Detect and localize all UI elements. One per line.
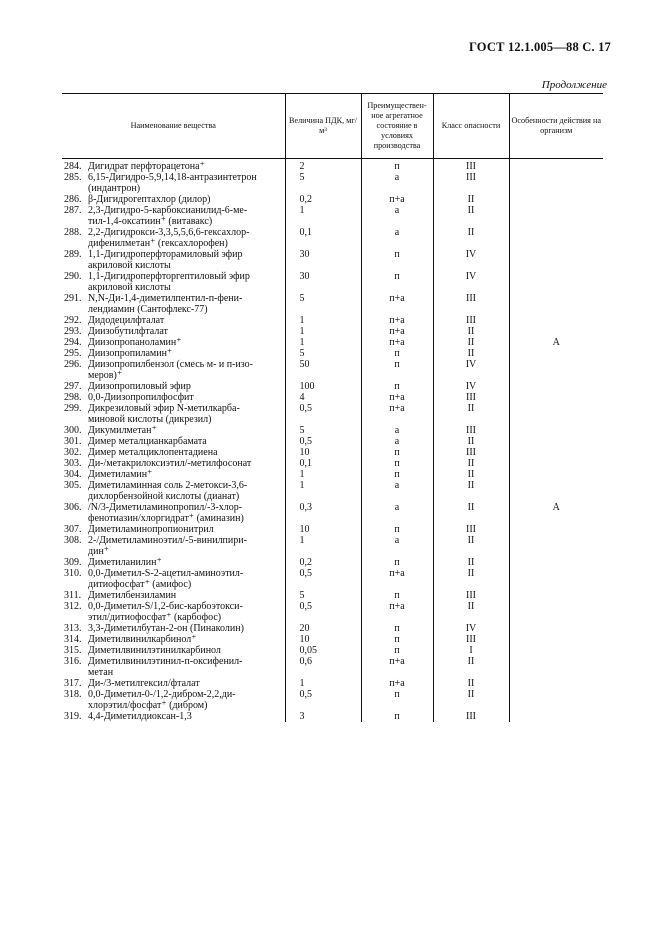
row-number: 303. [64, 458, 82, 469]
state-value: п [361, 557, 433, 568]
pdk-value: 20 [285, 623, 361, 634]
row-number: 297. [64, 381, 82, 392]
substance-cell [62, 711, 285, 722]
substance-cell [62, 425, 285, 436]
table-row [62, 326, 603, 337]
col-header-pdk: Величина ПДК, мг/м³ [285, 94, 361, 159]
substance-cell [62, 623, 285, 634]
table-row [62, 172, 603, 194]
table-row [62, 194, 603, 205]
substance-cell [62, 590, 285, 601]
table-row [62, 447, 603, 458]
state-value: п [361, 469, 433, 480]
hazard-class: II [433, 403, 509, 425]
row-number: 285. [64, 172, 82, 183]
hazard-class: III [433, 172, 509, 194]
hazard-class: III [433, 159, 509, 173]
substance-cell [62, 458, 285, 469]
substance-name: 4,4-Диметилдиоксан-1,3 [88, 711, 192, 722]
row-number: 295. [64, 348, 82, 359]
substance-name: Диизопропаноламин⁺ [88, 337, 182, 348]
substance-name: β-Дигидрогептахлор (дилор) [88, 194, 211, 205]
hazard-class: II [433, 656, 509, 678]
action-note [509, 590, 603, 601]
action-note [509, 568, 603, 590]
table-row [62, 601, 603, 623]
action-note [509, 425, 603, 436]
substance-cell [62, 436, 285, 447]
pdk-value: 0,2 [285, 557, 361, 568]
pdk-value: 1 [285, 535, 361, 557]
table-row [62, 458, 603, 469]
substance-cell [62, 403, 285, 425]
row-number: 291. [64, 293, 82, 304]
page-header: ГОСТ 12.1.005—88 С. 17 [468, 40, 611, 54]
table-row [62, 205, 603, 227]
table-row [62, 403, 603, 425]
row-number: 317. [64, 678, 82, 689]
action-note [509, 392, 603, 403]
action-note [509, 711, 603, 722]
row-number: 315. [64, 645, 82, 656]
state-value: п+а [361, 601, 433, 623]
state-value: п [361, 623, 433, 634]
substance-cell [62, 634, 285, 645]
table-row [62, 227, 603, 249]
substance-cell [62, 293, 285, 315]
pdk-value: 1 [285, 480, 361, 502]
hazard-class: I [433, 645, 509, 656]
hazard-class: III [433, 634, 509, 645]
table-row [62, 359, 603, 381]
state-value: п [361, 249, 433, 271]
pdk-value: 1 [285, 469, 361, 480]
hazard-class: II [433, 601, 509, 623]
pdk-value: 0,5 [285, 689, 361, 711]
substance-name: 2,2-Дигидрокси-3,3,5,5,6,6-гексахлор- дифенилметан⁺ (гексахлорофен) [88, 227, 250, 249]
state-value: п [361, 634, 433, 645]
substance-cell [62, 469, 285, 480]
substance-cell [62, 535, 285, 557]
substance-name: 0,0-Диизопропилфосфит [88, 392, 194, 403]
row-number: 314. [64, 634, 82, 645]
table-header-row [62, 94, 603, 159]
hazard-class: III [433, 524, 509, 535]
action-note [509, 436, 603, 447]
row-number: 289. [64, 249, 82, 260]
row-number: 307. [64, 524, 82, 535]
pdk-value: 0,5 [285, 436, 361, 447]
substance-cell [62, 656, 285, 678]
pdk-value: 10 [285, 634, 361, 645]
hazard-class: II [433, 678, 509, 689]
hazard-class: II [433, 348, 509, 359]
state-value: п [361, 348, 433, 359]
pdk-value: 10 [285, 447, 361, 458]
substance-name: Диметиламинопропионитрил [88, 524, 214, 535]
state-value: п+а [361, 337, 433, 348]
substance-cell [62, 337, 285, 348]
state-value: а [361, 480, 433, 502]
action-note: А [509, 337, 603, 348]
state-value: п+а [361, 403, 433, 425]
state-value: п [361, 458, 433, 469]
state-value: п [361, 711, 433, 722]
row-number: 312. [64, 601, 82, 612]
row-number: 319. [64, 711, 82, 722]
substance-name: 1,1-Дигидроперфторамиловый эфир акриловой кислоты [88, 249, 243, 271]
pdk-value: 0,6 [285, 656, 361, 678]
substance-cell [62, 480, 285, 502]
substance-cell [62, 678, 285, 689]
row-number: 301. [64, 436, 82, 447]
table-row [62, 557, 603, 568]
action-note [509, 689, 603, 711]
substance-name: Дикумилметан⁺ [88, 425, 157, 436]
row-number: 284. [64, 161, 82, 172]
substance-name: Ди-/3-метилгексил/фталат [88, 678, 200, 689]
row-number: 286. [64, 194, 82, 205]
substance-name: N,N-Ди-1,4-диметилпентил-п-фени- лендиамин (Сантофлекс-77) [88, 293, 243, 315]
col-header-state: Преимуществен-ное агрегатное состояние в условиях производства [361, 94, 433, 159]
substance-cell [62, 159, 285, 173]
action-note [509, 645, 603, 656]
table-row [62, 480, 603, 502]
table-row [62, 568, 603, 590]
substance-name: Диизобутилфталат [88, 326, 168, 337]
table-row [62, 392, 603, 403]
row-number: 305. [64, 480, 82, 491]
hazard-class: II [433, 194, 509, 205]
hazard-class: III [433, 392, 509, 403]
row-number: 287. [64, 205, 82, 216]
table-body [62, 159, 603, 723]
substance-cell [62, 689, 285, 711]
pdk-value: 0,05 [285, 645, 361, 656]
action-note [509, 601, 603, 623]
substance-cell [62, 568, 285, 590]
table-row [62, 502, 603, 524]
pdk-value: 1 [285, 315, 361, 326]
substance-name: Ди-/метакрилоксиэтил/-метилфосонат [88, 458, 252, 469]
substance-cell [62, 315, 285, 326]
action-note [509, 480, 603, 502]
pdk-value: 0,1 [285, 458, 361, 469]
pdk-value: 30 [285, 271, 361, 293]
substances-table [62, 93, 603, 722]
hazard-class: IV [433, 271, 509, 293]
substance-name: Дикрезиловый эфир N-метилкарба- миновой кислоты (дикрезил) [88, 403, 240, 425]
pdk-value: 0,5 [285, 568, 361, 590]
table-row [62, 425, 603, 436]
row-number: 296. [64, 359, 82, 370]
substance-cell [62, 392, 285, 403]
substance-name: Диметилвинилкарбинол⁺ [88, 634, 197, 645]
row-number: 290. [64, 271, 82, 282]
hazard-class: II [433, 337, 509, 348]
state-value: а [361, 205, 433, 227]
action-note [509, 271, 603, 293]
table-row [62, 348, 603, 359]
hazard-class: II [433, 227, 509, 249]
substance-cell [62, 249, 285, 271]
substance-name: Диизопропиламин⁺ [88, 348, 173, 359]
table-row [62, 689, 603, 711]
state-value: п [361, 159, 433, 173]
substance-name: 0,0-Диметил-S/1,2-бис-карбоэтокси- этил/дитиофосфат⁺ (карбофос) [88, 601, 243, 623]
state-value: а [361, 227, 433, 249]
substance-cell [62, 172, 285, 194]
state-value: п+а [361, 293, 433, 315]
hazard-class: II [433, 436, 509, 447]
row-number: 308. [64, 535, 82, 546]
substance-name: Дидодецилфталат [88, 315, 165, 326]
pdk-value: 5 [285, 425, 361, 436]
hazard-class: II [433, 469, 509, 480]
state-value: а [361, 172, 433, 194]
action-note [509, 623, 603, 634]
col-header-hazard: Класс опасности [433, 94, 509, 159]
table-row [62, 634, 603, 645]
substance-name: 2,3-Дигидро-5-карбоксианилид-6-ме- тил-1,4-оксатиин⁺ (витавакс) [88, 205, 248, 227]
row-number: 310. [64, 568, 82, 579]
substance-cell [62, 194, 285, 205]
pdk-value: 2 [285, 159, 361, 173]
action-note [509, 634, 603, 645]
substance-name: Диметилвинилэтинил-п-оксифенил- метан [88, 656, 243, 678]
action-note [509, 458, 603, 469]
substance-name: 3,3-Диметилбутан-2-он (Пинаколин) [88, 623, 244, 634]
row-number: 288. [64, 227, 82, 238]
pdk-value: 1 [285, 326, 361, 337]
substance-cell [62, 601, 285, 623]
state-value: а [361, 535, 433, 557]
pdk-value: 5 [285, 172, 361, 194]
substance-name: Диизопропиловый эфир [88, 381, 191, 392]
hazard-class: II [433, 502, 509, 524]
state-value: п+а [361, 656, 433, 678]
substance-cell [62, 381, 285, 392]
table-row [62, 590, 603, 601]
substance-cell [62, 326, 285, 337]
substance-cell [62, 447, 285, 458]
substance-name: 0,0-Диметил-0-/1,2-дибром-2,2,ди- хлорэтил/фосфат⁺ (дибром) [88, 689, 236, 711]
substance-cell [62, 205, 285, 227]
substance-name: 1,1-Дигидроперфторгептиловый эфир акриловой кислоты [88, 271, 250, 293]
hazard-class: III [433, 711, 509, 722]
substance-name: Димер металциклопентадиена [88, 447, 218, 458]
state-value: п [361, 689, 433, 711]
substance-name: 0,0-Диметил-S-2-ацетил-аминоэтил- дитиофосфат⁺ (амифос) [88, 568, 244, 590]
action-note [509, 469, 603, 480]
pdk-value: 5 [285, 293, 361, 315]
pdk-value: 5 [285, 348, 361, 359]
pdk-value: 1 [285, 337, 361, 348]
pdk-value: 0,5 [285, 403, 361, 425]
hazard-class: II [433, 458, 509, 469]
col-header-name: Наименование вещества [62, 94, 285, 159]
hazard-class: II [433, 205, 509, 227]
row-number: 302. [64, 447, 82, 458]
hazard-class: III [433, 293, 509, 315]
state-value: п+а [361, 678, 433, 689]
action-note [509, 557, 603, 568]
action-note [509, 447, 603, 458]
state-value: а [361, 436, 433, 447]
table-row [62, 159, 603, 173]
state-value: п [361, 447, 433, 458]
table-row [62, 645, 603, 656]
row-number: 311. [64, 590, 82, 601]
action-note [509, 172, 603, 194]
pdk-value: 0,2 [285, 194, 361, 205]
pdk-value: 0,3 [285, 502, 361, 524]
hazard-class: II [433, 568, 509, 590]
action-note [509, 293, 603, 315]
substance-name: Диметилбензиламин [88, 590, 177, 601]
continuation-label: Продолжение [541, 79, 607, 91]
action-note [509, 227, 603, 249]
pdk-value: 0,5 [285, 601, 361, 623]
substance-cell [62, 557, 285, 568]
row-number: 316. [64, 656, 82, 667]
state-value: п [361, 590, 433, 601]
state-value: п [361, 524, 433, 535]
pdk-value: 100 [285, 381, 361, 392]
row-number: 313. [64, 623, 82, 634]
hazard-class: IV [433, 359, 509, 381]
substance-name: /N/3-Диметиламинопропил/-3-хлор- фенотиазин/хлоргидрат⁺ (аминазин) [88, 502, 244, 524]
substance-cell [62, 524, 285, 535]
table-row [62, 271, 603, 293]
state-value: п [361, 359, 433, 381]
table-row [62, 293, 603, 315]
substance-name: 2-/Диметиламиноэтил/-5-винилпири- дин⁺ [88, 535, 247, 557]
state-value: а [361, 502, 433, 524]
substance-name: Димер металцианкарбамата [88, 436, 207, 447]
pdk-value: 5 [285, 590, 361, 601]
action-note [509, 535, 603, 557]
substance-name: Диметилвинилэтинилкарбинол [88, 645, 221, 656]
action-note [509, 348, 603, 359]
row-number: 318. [64, 689, 82, 700]
pdk-value: 50 [285, 359, 361, 381]
row-number: 299. [64, 403, 82, 414]
state-value: п+а [361, 194, 433, 205]
substance-name: Диизопропилбензол (смесь м- и п-изо- меров)⁺ [88, 359, 254, 381]
substance-name: Диметиланилин⁺ [88, 557, 162, 568]
hazard-class: II [433, 557, 509, 568]
pdk-value: 30 [285, 249, 361, 271]
action-note [509, 326, 603, 337]
table-row [62, 315, 603, 326]
substance-name: Диметиламинная соль 2-метокси-3,6- дихлорбензойной кислоты (дианат) [88, 480, 248, 502]
action-note [509, 381, 603, 392]
state-value: п+а [361, 568, 433, 590]
action-note [509, 249, 603, 271]
table-row [62, 469, 603, 480]
substance-name: 6,15-Дигидро-5,9,14,18-антразинтетрон (индантрон) [88, 172, 257, 194]
substance-cell [62, 271, 285, 293]
row-number: 293. [64, 326, 82, 337]
action-note [509, 205, 603, 227]
action-note [509, 159, 603, 173]
pdk-value: 1 [285, 678, 361, 689]
row-number: 306. [64, 502, 82, 513]
row-number: 304. [64, 469, 82, 480]
table-row [62, 535, 603, 557]
table-row [62, 381, 603, 392]
hazard-class: II [433, 326, 509, 337]
hazard-class: IV [433, 381, 509, 392]
state-value: п+а [361, 392, 433, 403]
row-number: 309. [64, 557, 82, 568]
action-note [509, 678, 603, 689]
row-number: 292. [64, 315, 82, 326]
hazard-class: III [433, 447, 509, 458]
table-row [62, 678, 603, 689]
action-note [509, 656, 603, 678]
state-value: п+а [361, 326, 433, 337]
pdk-value: 1 [285, 205, 361, 227]
substance-name: Диметиламин⁺ [88, 469, 153, 480]
action-note [509, 524, 603, 535]
table-row [62, 337, 603, 348]
action-note: А [509, 502, 603, 524]
action-note [509, 194, 603, 205]
table-row [62, 656, 603, 678]
action-note [509, 359, 603, 381]
table-row [62, 711, 603, 722]
action-note [509, 403, 603, 425]
row-number: 300. [64, 425, 82, 436]
hazard-class: II [433, 689, 509, 711]
substance-cell [62, 348, 285, 359]
substance-cell [62, 359, 285, 381]
hazard-class: IV [433, 249, 509, 271]
table-row [62, 436, 603, 447]
action-note [509, 315, 603, 326]
row-number: 298. [64, 392, 82, 403]
hazard-class: II [433, 535, 509, 557]
hazard-class: III [433, 315, 509, 326]
hazard-class: IV [433, 623, 509, 634]
pdk-value: 4 [285, 392, 361, 403]
substance-cell [62, 645, 285, 656]
substance-name: Дигидрат перфторацетона⁺ [88, 161, 205, 172]
state-value: п [361, 645, 433, 656]
state-value: а [361, 425, 433, 436]
pdk-value: 3 [285, 711, 361, 722]
table-row [62, 524, 603, 535]
hazard-class: II [433, 480, 509, 502]
pdk-value: 10 [285, 524, 361, 535]
table-row [62, 249, 603, 271]
hazard-class: III [433, 425, 509, 436]
col-header-action: Особенности действия на организм [509, 94, 603, 159]
state-value: п [361, 381, 433, 392]
substance-cell [62, 227, 285, 249]
pdk-value: 0,1 [285, 227, 361, 249]
row-number: 294. [64, 337, 82, 348]
state-value: п [361, 271, 433, 293]
hazard-class: III [433, 590, 509, 601]
substance-cell [62, 502, 285, 524]
table-row [62, 623, 603, 634]
state-value: п+а [361, 315, 433, 326]
